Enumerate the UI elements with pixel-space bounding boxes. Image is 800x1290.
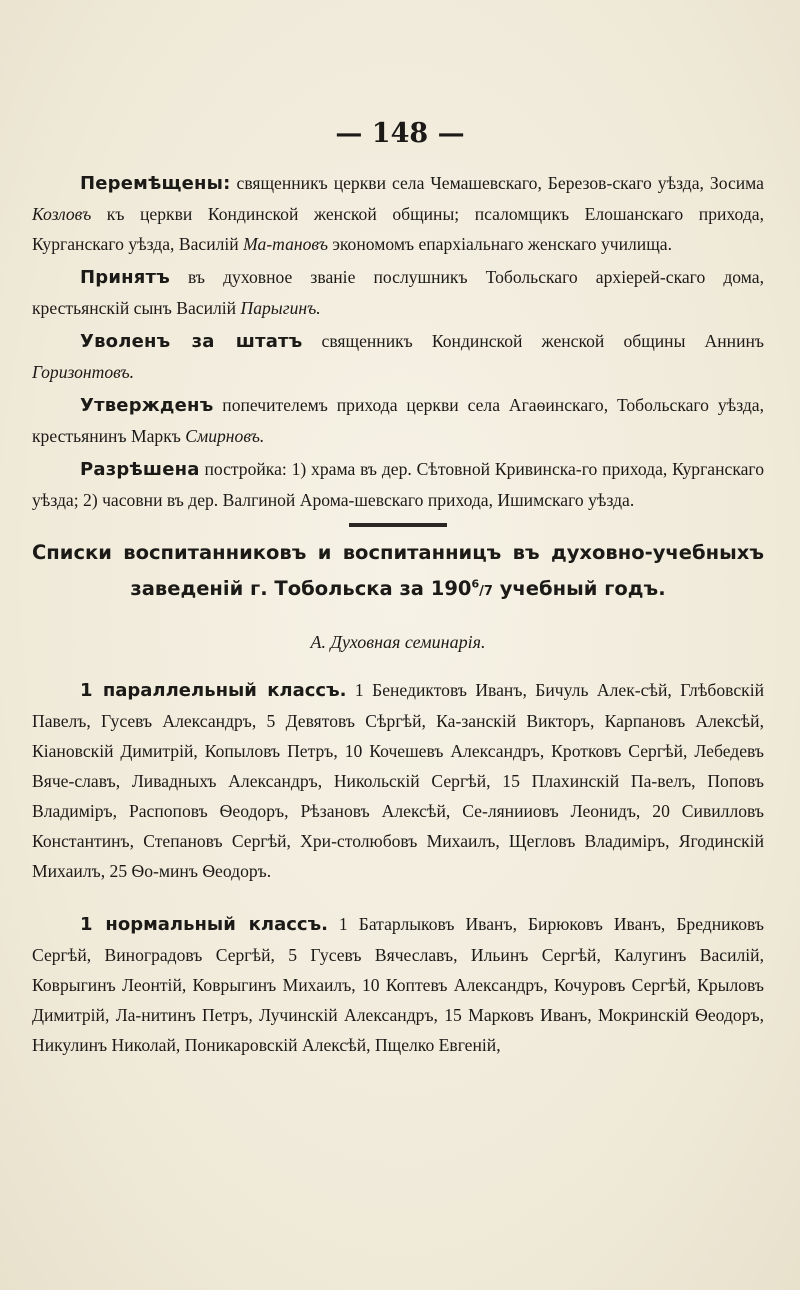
- paragraph-approved: [32, 390, 764, 451]
- page-number: — 148 —: [335, 118, 465, 149]
- section-divider: [349, 523, 447, 527]
- subsection-heading: А. Духовная семинарія.: [310, 631, 486, 652]
- person-name: Козловъ: [32, 204, 92, 224]
- spacer: [32, 889, 764, 909]
- paragraph-lead: Принятъ: [80, 267, 170, 288]
- paragraph-dismissed: [32, 326, 764, 387]
- paragraph-transfers: [32, 168, 764, 259]
- paragraph-text: попечителемъ прихода церкви села Агаѳинскаго, Тобольскаго уѣзда, крестьянинъ Маркъ: [32, 395, 764, 446]
- paragraph-text: къ церкви Кондинской женской общины; псаломщикъ Елошанскаго прихода, Курганскаго уѣзда, Василій: [32, 204, 764, 254]
- paragraph-text: священникъ Кондинской женской общины Аннинъ: [302, 331, 764, 351]
- person-name: Смирновъ.: [185, 426, 265, 446]
- heading-line-2: [130, 577, 665, 600]
- person-name: Парыгинъ.: [240, 298, 321, 318]
- paragraph-lead: Перемѣщены:: [80, 173, 231, 194]
- paragraph-lead: Уволенъ за штатъ: [80, 331, 303, 352]
- heading-text: учебный годъ.: [492, 576, 666, 600]
- class-list-normal: [32, 909, 764, 1060]
- section-heading: [32, 537, 764, 607]
- paragraph-accepted: [32, 262, 764, 323]
- student-names: 1 Батарлыковъ Иванъ, Бирюковъ Иванъ, Бредниковъ Сергѣй, Виноградовъ Сергѣй, 5 Гусевъ Вячеславъ, Ильинъ Сергѣй, Калугинъ Василій, Коврыгинъ Леонтій, Коврыгинъ Михаилъ, 10 Коптевъ Александръ, Кочуровъ Сергѣй, Крыловъ Димитрій, Ла-нитинъ Петръ, Лучинскій Александръ, 15 Марковъ Иванъ, Мокринскій Ѳеодоръ, Никулинъ Николай, Поникаровскій Алексѣй, Пщелко Евгеній,: [32, 913, 764, 1055]
- paragraph-lead: Утвержденъ: [80, 395, 214, 416]
- paragraph-lead: Разрѣшена: [80, 459, 200, 480]
- heading-line-1: Списки воспитанниковъ и воспитанницъ въ духовно-учебныхъ: [32, 541, 764, 564]
- paragraph-permitted: [32, 454, 764, 515]
- year-superscript: 6: [471, 577, 480, 590]
- class-list-parallel: [32, 675, 764, 886]
- paragraph-text: постройка: 1) храма въ дер. Сѣтовной Кривинска-го прихода, Курганскаго уѣзда; 2) часовни въ дер. Валгиной Арома-шевскаго прихода, Ишимскаго уѣзда.: [32, 459, 764, 510]
- class-title: 1 нормальный классъ.: [80, 913, 328, 935]
- paragraph-text: въ духовное званіе послушникъ Тобольскаго архіерей-скаго дома, крестьянскій сынъ Василій: [32, 267, 764, 318]
- page-content: [32, 168, 764, 1063]
- person-name: Ма-тановъ: [243, 234, 328, 254]
- heading-text: заведеній г. Тобольска за 190: [130, 576, 472, 600]
- paragraph-text: священникъ церкви села Чемашевскаго, Березов-скаго уѣзда, Зосима: [230, 173, 764, 193]
- person-name: Горизонтовъ.: [32, 362, 135, 382]
- paragraph-text: экономомъ епархіальнаго женскаго училища.: [327, 234, 672, 254]
- year-subscript: /7: [479, 583, 493, 599]
- class-title: 1 параллельный классъ.: [80, 679, 347, 701]
- student-names: 1 Бенедиктовъ Иванъ, Бичуль Алек-сѣй, Глѣбовскій Павелъ, Гусевъ Александръ, 5 Девятовъ Сѣргѣй, Ка-занскій Викторъ, Карпановъ Алексѣй, Кіановскій Димитрій, Копыловъ Петръ, 10 Кочешевъ Александръ, Кротковъ Сергѣй, Лебедевъ Вяче-славъ, Ливадныхъ Александръ, Никольскій Сергѣй, 15 Плахинскій Па-велъ, Поповъ Владиміръ, Распоповъ Ѳеодоръ, Рѣзановъ Алексѣй, Се-лянииовъ Леонидъ, 20 Сивилловъ Константинъ, Степановъ Сергѣй, Хри-столюбовъ Михаилъ, Щегловъ Владиміръ, Ягодинскій Михаилъ, 25 Ѳо-минъ Ѳеодоръ.: [32, 679, 764, 881]
